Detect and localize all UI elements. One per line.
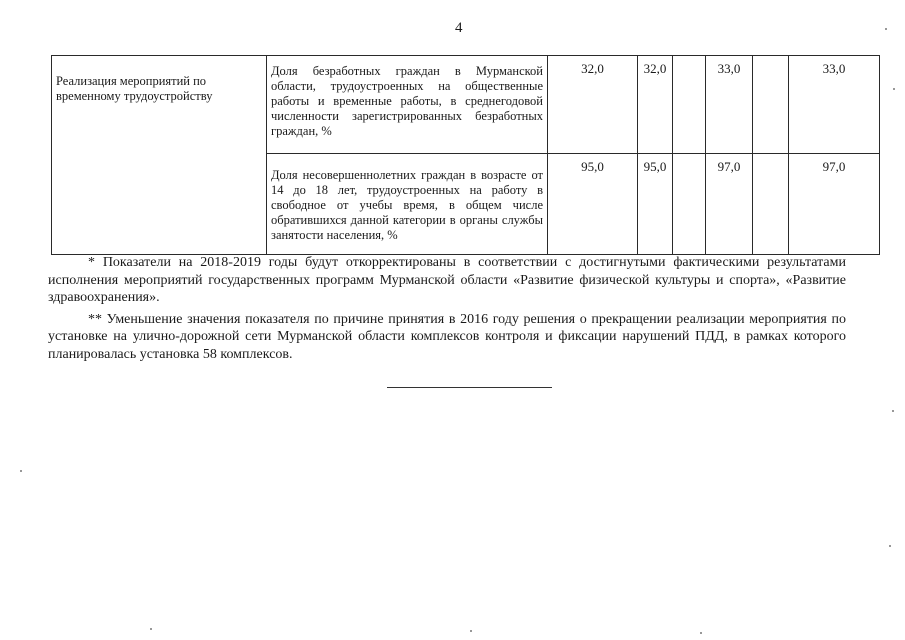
value-cell [673, 153, 706, 254]
value-cell: 97,0 [789, 153, 880, 254]
value-cell: 95,0 [548, 153, 638, 254]
scan-speck [470, 630, 472, 632]
value-cell [753, 153, 789, 254]
value-cell: 95,0 [638, 153, 673, 254]
value-cell: 33,0 [789, 56, 880, 154]
value-cell: 32,0 [638, 56, 673, 154]
value-cell [673, 56, 706, 154]
footnotes [48, 254, 846, 367]
scan-speck [700, 632, 702, 634]
value-cell: 97,0 [706, 153, 753, 254]
scan-speck [20, 470, 22, 472]
scan-speck [892, 410, 894, 412]
scan-speck [150, 628, 152, 630]
indicator-cell: Доля несовершеннолетних граждан в возрасте от 14 до 18 лет, трудоустроенных на работу в свободное от учебы время, в общем числе обратившихся данной категории в органы службы занятости населения, % [267, 153, 548, 254]
activity-cell: Реализация мероприятий по временному трудоустройству [52, 56, 267, 255]
table-row [52, 56, 880, 154]
value-cell [753, 56, 789, 154]
scan-speck [885, 28, 887, 30]
footnote-double-asterisk: ** Уменьшение значения показателя по причине принятия в 2016 году решения о прекращении реализации мероприятия по установке на улично-дорожной сети Мурманской области комплексов контроля и фиксации нарушений ПДД, в рамках которого планировалась установка 58 комплексов. [48, 311, 846, 362]
scan-speck [889, 545, 891, 547]
page-number: 4 [455, 20, 463, 36]
footnote-single-asterisk: * Показатели на 2018-2019 годы будут откорректированы в соответствии с достигнутыми фактическими результатами исполнения мероприятий государственных программ Мурманской области «Развитие физической культуры и спорта», «Развитие здравоохранения». [48, 255, 846, 305]
value-cell: 33,0 [706, 56, 753, 154]
indicator-cell: Доля безработных граждан в Мурманской области, трудоустроенных на общественные работы и временные работы, в среднегодовой численности зарегистрированных безработных граждан, % [267, 56, 548, 154]
value-cell: 32,0 [548, 56, 638, 154]
end-separator-line [387, 387, 552, 388]
scan-speck [893, 88, 895, 90]
indicators-table [51, 55, 880, 255]
